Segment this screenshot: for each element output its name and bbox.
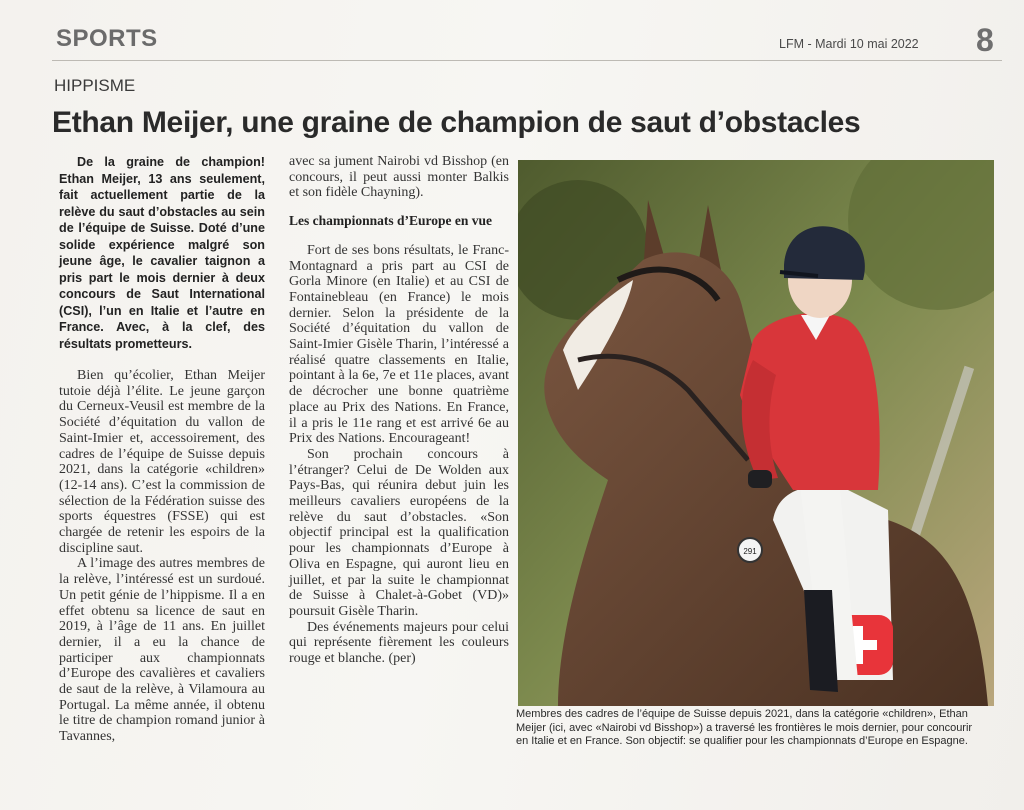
page-header <box>52 20 1002 61</box>
body-paragraph: A l’image des autres membres de la relève, l’intéressé est un surdoué. Un petit génie de l’hippisme. Il a en effet obtenu sa licence de saut en 2019, à l’âge de 11 ans. En juillet dernier, il a eu la chance de participer aux championnats d’Europe des cavalières et cavaliers de saut de la relève, à Vilamoura au Portugal. La même année, il obtenu le titre de champion romand junior à Tavannes, <box>59 556 265 745</box>
article-column-1 <box>59 154 265 745</box>
article-subhead: Les championnats d’Europe en vue <box>289 213 493 229</box>
body-paragraph: avec sa jument Nairobi vd Bisshop (en concours, il peut aussi monter Balkis et son fidèle Chayning). <box>289 154 509 201</box>
article-photo <box>518 160 994 706</box>
photo-caption: Membres des cadres de l’équipe de Suisse depuis 2021, dans la catégorie «children», Ethan Meijer (ici, avec «Nairobi vd Bisshop») a traversé les frontières le mois dernier, pour concourir en Italie et en France. Son objectif: se qualifier pour les championnats d’Europe en Espagne. <box>516 708 973 748</box>
page-number: 8 <box>976 22 994 58</box>
article-rubric: HIPPISME <box>54 76 136 95</box>
body-paragraph: Des événements majeurs pour celui qui représente fièrement les couleurs rouge et blanche. (per) <box>289 619 509 667</box>
article-column-2 <box>289 154 509 667</box>
dateline: LFM - Mardi 10 mai 2022 <box>779 37 919 51</box>
number-tag-text: 291 <box>743 547 757 556</box>
body-paragraph: Bien qu’écolier, Ethan Meijer tutoie déjà l’élite. Le jeune garçon du Cerneux-Veusil est membre de la Société d’équitation du vallon de Saint-Imier et, accessoirement, des cadres de l’équipe de Suisse depuis 2021, dans la catégorie «children» (12-14 ans). C’est la commission de sélection de la Fédération suisse des sports équestres (FSSE) qui est chargée de retenir les espoirs de la discipline saut. <box>59 368 265 556</box>
body-paragraph: Son prochain concours à l’étranger? Celui de De Wolden aux Pays-Bas, qui réunira debut juin les meilleurs cavaliers européens de la relève du saut d’obstacles. «Son objectif principal est la qualification pour les championnats d’Europe à Oliva en Espagne, qui auront lieu en juillet, et par la suite le championnat de Suisse à Chalet-à-Gobet (VD)» poursuit Gisèle Tharin. <box>289 446 509 619</box>
rider-on-horse-illustration <box>518 160 994 706</box>
article-lead: De la graine de champion! Ethan Meijer, 13 ans seulement, fait actuellement partie de la relève du saut d’obstacles au sein de l’équipe de Suisse. Doté d’une solide expérience malgré son jeune âge, le cavalier taignon a pris part le mois dernier à deux concours de Saut International (CSI), l’un en Italie et l’autre en France. Avec, à la clef, des résultats prometteurs. <box>59 155 265 351</box>
body-paragraph: Fort de ses bons résultats, le Franc-Montagnard a pris part au CSI de Gorla Minore (en Italie) et au CSI de Fontainebleau (en France) le mois dernier. Selon la présidente de la Société d’équitation du vallon de Saint-Imier Gisèle Tharin, l’intéressé a réalisé quatre classements en Italie, pointant à la 6e, 7e et 11e places, avant de décrocher une bonne quatrième place au Prix des Nations. En France, il a pris le 11e rang et est arrivé 6e au Prix des Nations. Encourageant! <box>289 242 509 447</box>
rider-glove <box>748 470 772 488</box>
section-name: SPORTS <box>56 25 158 52</box>
article-headline: Ethan Meijer, une graine de champion de saut d’obstacles <box>52 106 861 139</box>
